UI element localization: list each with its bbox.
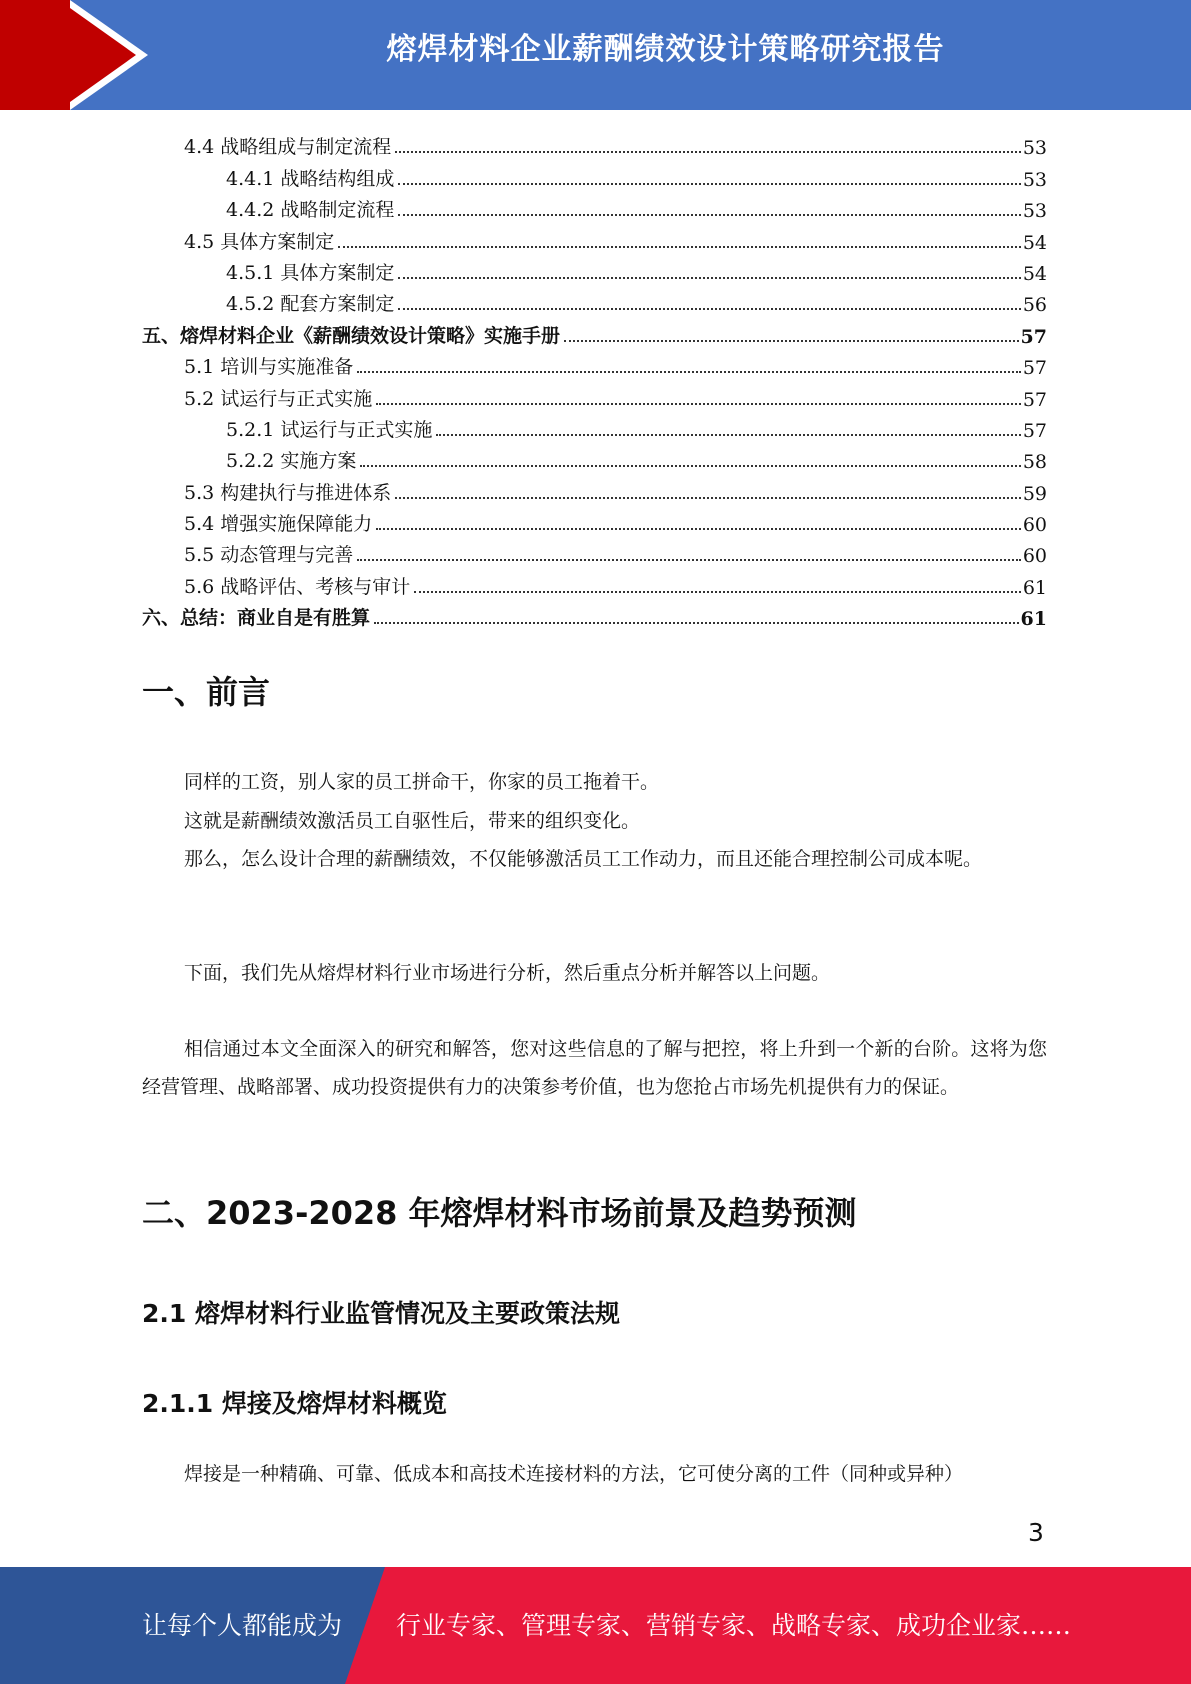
table-of-contents — [142, 128, 1047, 630]
toc-entry[interactable] — [142, 191, 1047, 222]
footer-slogan-right: 行业专家、管理专家、营销专家、战略专家、成功企业家…… — [396, 1611, 1072, 1640]
toc-entry[interactable] — [142, 473, 1047, 504]
toc-dot-leader — [414, 590, 1021, 593]
toc-entry-page: 61 — [1020, 608, 1047, 631]
toc-dot-leader — [395, 150, 1021, 153]
toc-entry-label: 4.5 具体方案制定 — [142, 227, 336, 254]
toc-dot-leader — [357, 558, 1021, 561]
toc-entry[interactable] — [142, 128, 1047, 159]
paragraph: 相信通过本文全面深入的研究和解答，您对这些信息的了解与把控，将上升到一个新的台阶。这将为您经营管理、战略部署、成功投资提供有力的决策参考价值，也为您抢占市场先机提供有力的保证。 — [142, 1038, 1047, 1098]
toc-entry-page: 57 — [1020, 325, 1047, 348]
toc-entry-label: 4.4.2 战略制定流程 — [142, 195, 396, 222]
toc-entry[interactable] — [142, 285, 1047, 316]
toc-entry[interactable] — [142, 159, 1047, 190]
toc-entry-page: 56 — [1022, 294, 1047, 317]
subsubsection-heading: 2.1.1 焊接及熔焊材料概览 — [142, 1389, 447, 1418]
footer-slogan-left: 让每个人都能成为 — [142, 1611, 343, 1640]
toc-entry-page: 53 — [1022, 200, 1047, 223]
toc-entry-label: 5.2.1 试运行与正式实施 — [142, 415, 434, 442]
toc-entry-label: 六、总结：商业自是有胜算 — [142, 603, 372, 630]
toc-entry-page: 57 — [1022, 419, 1047, 442]
section-heading-preface: 一、前言 — [142, 673, 271, 711]
toc-entry[interactable] — [142, 379, 1047, 410]
toc-entry[interactable] — [142, 442, 1047, 473]
toc-entry-label: 五、熔焊材料企业《薪酬绩效设计策略》实施手册 — [142, 321, 562, 348]
page-footer — [0, 1567, 1191, 1684]
page-header — [0, 0, 1191, 110]
toc-dot-leader — [338, 245, 1021, 248]
toc-entry-page: 54 — [1022, 231, 1047, 254]
toc-dot-leader — [398, 213, 1020, 216]
toc-entry-page: 60 — [1022, 514, 1047, 537]
toc-entry[interactable] — [142, 536, 1047, 567]
toc-entry-label: 5.4 增强实施保障能力 — [142, 509, 374, 536]
toc-entry-page: 57 — [1022, 357, 1047, 380]
toc-entry[interactable] — [142, 599, 1047, 630]
toc-dot-leader — [398, 276, 1020, 279]
toc-dot-leader — [564, 339, 1019, 342]
toc-entry[interactable] — [142, 505, 1047, 536]
toc-dot-leader — [376, 527, 1021, 530]
toc-dot-leader — [376, 402, 1021, 405]
toc-dot-leader — [398, 307, 1020, 310]
toc-dot-leader — [436, 433, 1020, 436]
toc-entry[interactable] — [142, 254, 1047, 285]
toc-entry[interactable] — [142, 411, 1047, 442]
subsection-heading: 2.1 熔焊材料行业监管情况及主要政策法规 — [142, 1299, 620, 1328]
toc-entry-page: 60 — [1022, 545, 1047, 568]
toc-entry[interactable] — [142, 222, 1047, 253]
toc-entry-label: 5.1 培训与实施准备 — [142, 352, 355, 379]
toc-entry-label: 5.2.2 实施方案 — [142, 446, 358, 473]
toc-entry-label: 4.5.2 配套方案制定 — [142, 289, 396, 316]
header-red-block — [0, 0, 70, 110]
toc-entry-label: 5.3 构建执行与推进体系 — [142, 478, 393, 505]
paragraph: 下面，我们先从熔焊材料行业市场进行分析，然后重点分析并解答以上问题。 — [184, 962, 831, 984]
toc-entry-page: 54 — [1022, 262, 1047, 285]
paragraph: 同样的工资，别人家的员工拼命干，你家的员工拖着干。 — [184, 771, 660, 793]
header-title: 熔焊材料企业薪酬绩效设计策略研究报告 — [386, 32, 945, 67]
toc-entry[interactable] — [142, 316, 1047, 347]
toc-entry-label: 5.2 试运行与正式实施 — [142, 384, 374, 411]
toc-entry[interactable] — [142, 567, 1047, 598]
paragraph: 这就是薪酬绩效激活员工自驱性后，带来的组织变化。 — [184, 810, 641, 832]
toc-entry-page: 57 — [1022, 388, 1047, 411]
header-chevron-fill — [70, 8, 136, 102]
toc-dot-leader — [357, 370, 1021, 373]
paragraph: 焊接是一种精确、可靠、低成本和高技术连接材料的方法，它可使分离的工件（同种或异种） — [184, 1463, 964, 1485]
toc-entry-label: 5.5 动态管理与完善 — [142, 540, 355, 567]
toc-entry-label: 5.6 战略评估、考核与审计 — [142, 572, 412, 599]
toc-dot-leader — [360, 464, 1020, 467]
toc-dot-leader — [374, 621, 1019, 624]
toc-entry-label: 4.5.1 具体方案制定 — [142, 258, 396, 285]
toc-dot-leader — [395, 496, 1021, 499]
toc-entry-page: 59 — [1022, 482, 1047, 505]
toc-entry-page: 53 — [1022, 137, 1047, 160]
toc-dot-leader — [398, 182, 1020, 185]
toc-entry-page: 53 — [1022, 168, 1047, 191]
toc-entry[interactable] — [142, 348, 1047, 379]
toc-entry-page: 58 — [1022, 451, 1047, 474]
toc-entry-label: 4.4 战略组成与制定流程 — [142, 132, 393, 159]
section-heading-forecast: 二、2023-2028 年熔焊材料市场前景及趋势预测 — [142, 1194, 857, 1232]
toc-entry-label: 4.4.1 战略结构组成 — [142, 164, 396, 191]
paragraph: 那么，怎么设计合理的薪酬绩效，不仅能够激活员工工作动力，而且还能合理控制公司成本呢。 — [184, 848, 983, 870]
page-number: 3 — [1028, 1518, 1044, 1547]
toc-entry-page: 61 — [1022, 576, 1047, 599]
